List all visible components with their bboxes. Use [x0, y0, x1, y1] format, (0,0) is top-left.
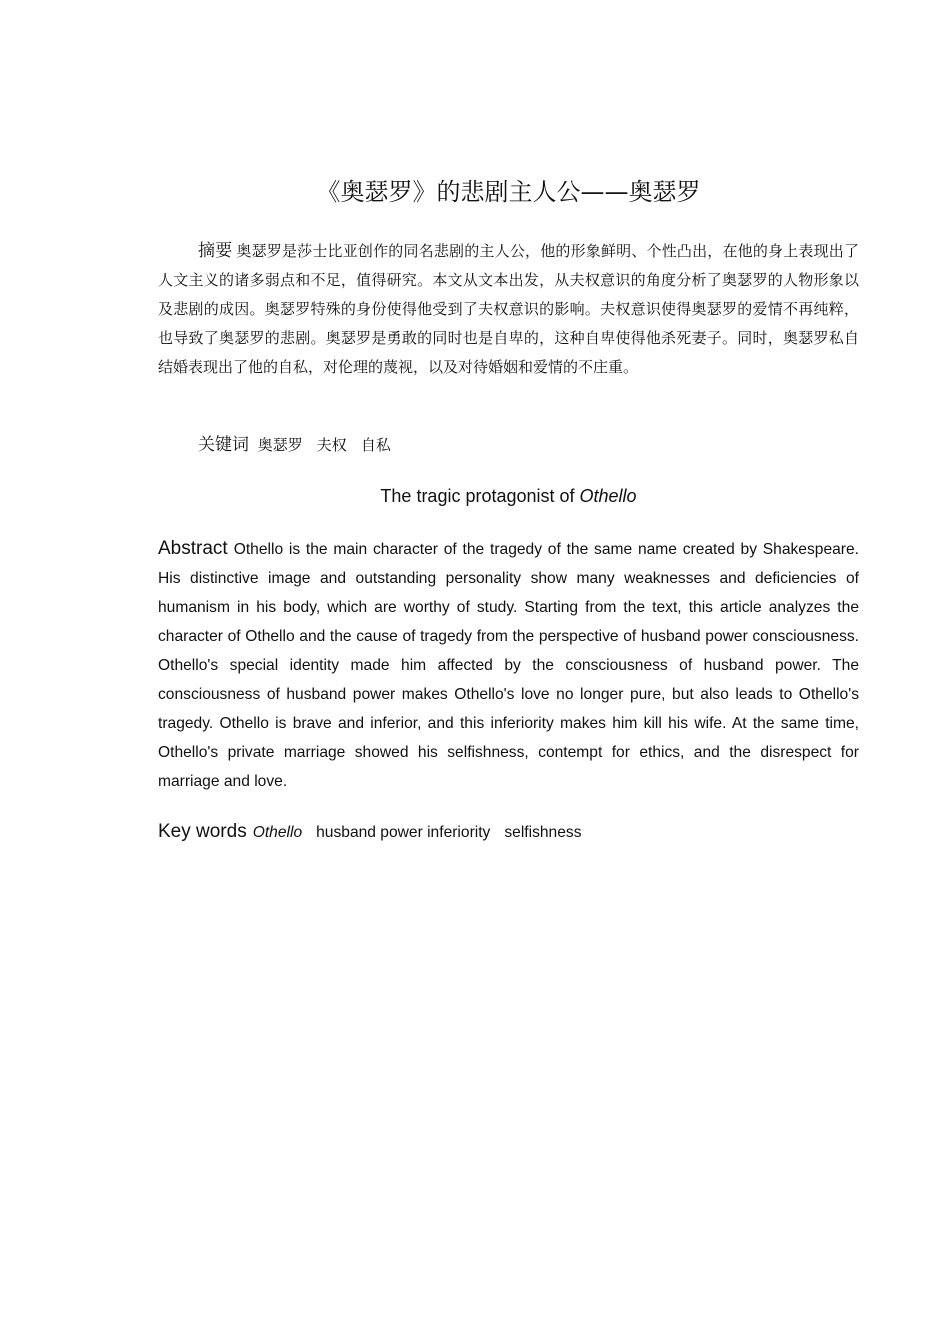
chinese-title: 《奥瑟罗》的悲剧主人公——奥瑟罗: [316, 178, 701, 206]
chinese-keyword: 夫权: [316, 436, 347, 454]
chinese-abstract-label: 摘要: [198, 241, 233, 261]
english-title-italic: Othello: [579, 486, 637, 506]
english-abstract: [158, 534, 859, 796]
chinese-keyword: 奥瑟罗: [257, 436, 303, 454]
chinese-keyword: 自私: [360, 436, 391, 454]
english-abstract-label: Abstract: [158, 538, 228, 559]
chinese-keywords: [158, 431, 859, 460]
english-title-prefix: The tragic protagonist of: [380, 486, 580, 506]
english-keywords-label: Key words: [158, 821, 247, 842]
chinese-abstract: [158, 237, 859, 382]
english-keyword: selfishness: [504, 824, 582, 841]
english-keywords: [158, 817, 859, 847]
chinese-abstract-text: 奥瑟罗是莎士比亚创作的同名悲剧的主人公，他的形象鲜明、个性凸出，在他的身上表现出了人文主义的诸多弱点和不足，值得研究。本文从文本出发，从夫权意识的角度分析了奥瑟罗的人物形象以及悲剧的成因。奥瑟罗特殊的身份使得他受到了夫权意识的影响。夫权意识使得奥瑟罗的爱情不再纯粹，也导致了奥瑟罗的悲剧。奥瑟罗是勇敢的同时也是自卑的，这种自卑使得他杀死妻子。同时，奥瑟罗私自结婚表现出了他的自私，对伦理的蔑视，以及对待婚姻和爱情的不庄重。: [158, 242, 859, 376]
english-keyword: husband power inferiority: [316, 824, 491, 841]
english-keyword: Othello: [252, 824, 303, 841]
chinese-keywords-label: 关键词: [198, 435, 249, 455]
english-title: [158, 482, 859, 510]
english-abstract-text: Othello is the main character of the tragedy of the same name created by Shakespeare. His distinctive image and outstanding personality show many weaknesses and deficiencies of humanism in his body, which are worthy of study. Starting from the text, this article analyzes the character of Othello and the cause of tragedy from the perspective of husband power consciousness. Othello's special identity made him affected by the consciousness of husband power. The consciousness of husband power makes Othello's love no longer pure, but also leads to Othello's tragedy. Othello is brave and inferior, and this inferiority makes him kill his wife. At the same time, Othello's private marriage showed his selfishness, contempt for ethics, and the disrespect for marriage and love.: [158, 541, 859, 790]
